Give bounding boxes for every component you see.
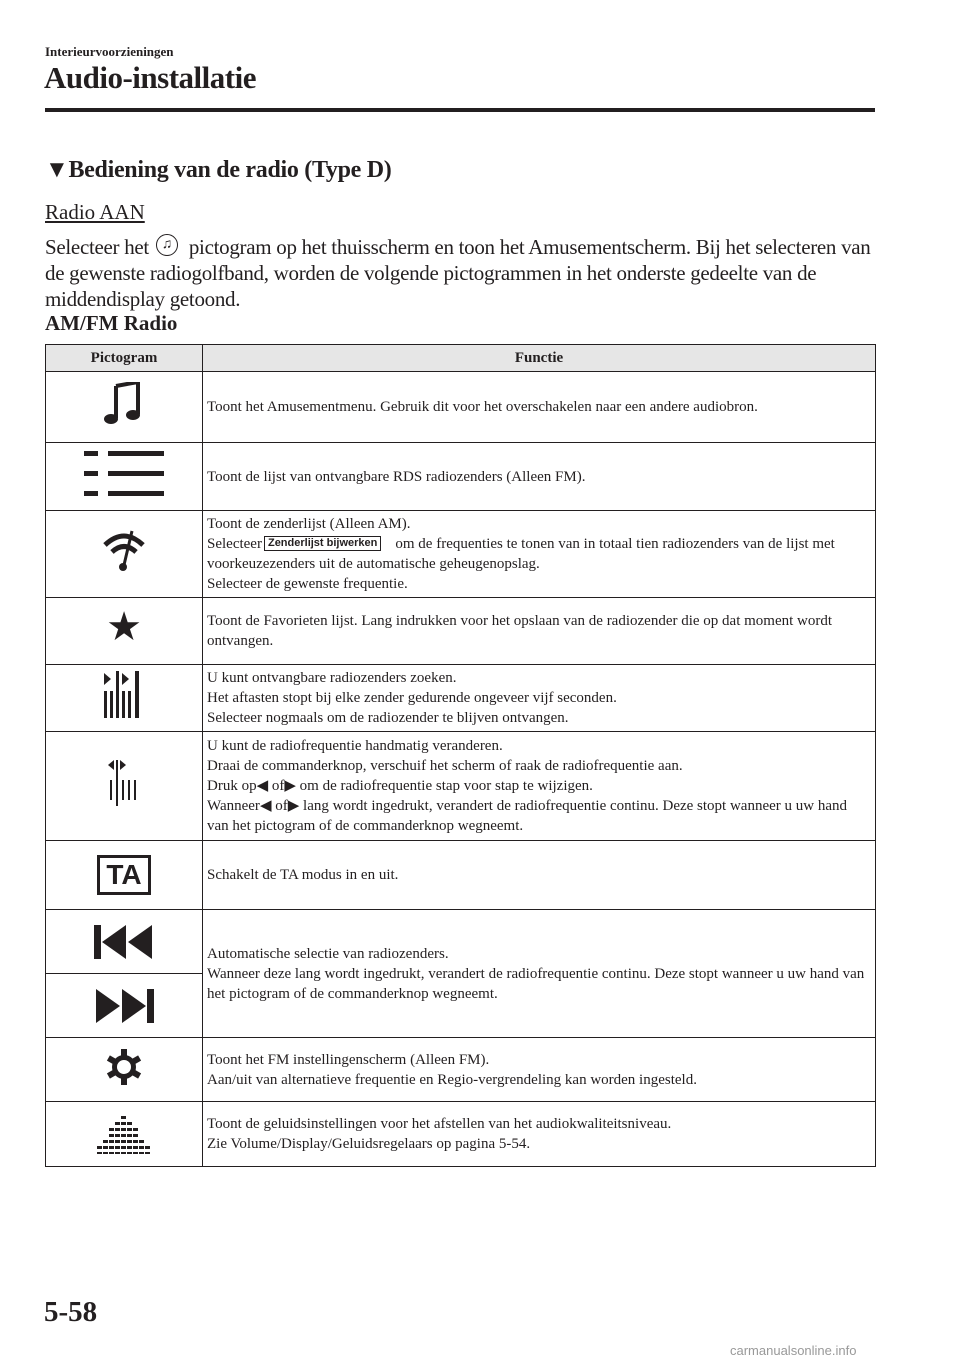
col-pictogram: Pictogram (46, 345, 203, 372)
triangle-down-icon: ▼ (45, 157, 69, 183)
table-row: Toont het Amusementmenu. Gebruik dit voor het overschakelen naar een andere audiobron. (46, 372, 876, 443)
page-number: 5-58 (44, 1296, 98, 1328)
left-arrow-icon: ◀ (259, 798, 272, 814)
table-row: Toont de geluidsinstellingen voor het afstellen van het audiokwaliteitsniveau. Zie Volume/Display/Geluidsregelaars op pagina 5-54. (46, 1102, 876, 1167)
title-rule (45, 108, 875, 112)
gear-icon (105, 1048, 143, 1086)
table-header (46, 345, 876, 372)
next-track-icon (94, 989, 154, 1023)
intro-paragraph: Selecteer het ♫ pictogram op het thuisscherm en toon het Amusementscherm. Bij het selecteren van de gewenste radiogolfband, worden de volgende pictogrammen in het onderste gedeelte van de middendisplay getoond. (45, 235, 871, 311)
section-heading: ▼Bediening van de radio (Type D) (45, 157, 392, 183)
manual-tune-icon (108, 760, 140, 806)
table-row: Automatische selectie van radiozenders. Wanneer deze lang wordt ingedrukt, verandert de radiofrequentie continu. Deze stopt wanneer u uw hand van het pictogram of de commanderknop wegneemt. (46, 910, 876, 1038)
col-functie: Functie (203, 345, 876, 372)
ta-icon: TA (97, 855, 150, 895)
scan-icon (104, 671, 144, 719)
page-title: Audio-installatie (44, 60, 256, 95)
table-row: ★ Toont de Favorieten lijst. Lang indrukken voor het opslaan van de radiozender die op dat moment wordt ontvangen. (46, 598, 876, 665)
table-row: Toont de zenderlijst (Alleen AM). Selecteer Zenderlijst bijwerken om de frequenties te tonen van in totaal tien radiozenders van de lijst met voorkeuzezenders uit de automatische geheugenopslag. Selecteer de gewenste frequentie. (46, 511, 876, 598)
right-arrow-icon: ▶ (284, 778, 296, 794)
list-icon (84, 449, 164, 499)
music-note-icon (104, 382, 144, 426)
table-title: AM/FM Radio (45, 311, 178, 335)
previous-track-icon (94, 925, 154, 959)
table-row: Toont de lijst van ontvangbare RDS radiozenders (Alleen FM). (46, 443, 876, 511)
table-row: TA Schakelt de TA modus in en uit. (46, 841, 876, 910)
watermark: carmanualsonline.info (730, 1343, 857, 1358)
zenderlijst-bijwerken-button[interactable]: Zenderlijst bijwerken (264, 536, 381, 551)
star-icon: ★ (106, 603, 142, 649)
left-arrow-icon: ◀ (256, 778, 269, 794)
table-row: U kunt ontvangbare radiozenders zoeken. Het aftasten stopt bij elke zender gedurende ongeveer vijf seconden. Selecteer nogmaals om de radiozender te blijven ontvangen. (46, 665, 876, 732)
equalizer-icon (97, 1108, 151, 1154)
music-circle-icon: ♫ (156, 234, 178, 256)
subheading: Radio AAN (45, 200, 145, 224)
icon-table (45, 344, 876, 1167)
station-list-icon (102, 529, 146, 573)
table-row: Toont het FM instellingenscherm (Alleen FM). Aan/uit van alternatieve frequentie en Regio-vergrendeling kan worden ingesteld. (46, 1038, 876, 1102)
table-row: U kunt de radiofrequentie handmatig veranderen. Draai de commanderknop, verschuif het scherm of raak de radiofrequentie aan. Druk op◀ of▶ om de radiofrequentie stap voor stap te wijzigen. Wanneer◀ of▶ lang wordt ingedrukt, verandert de radiofrequentie continu. Deze stopt wanneer u uw hand van het pictogram of de commanderknop wegneemt. (46, 732, 876, 841)
section-label: Interieurvoorzieningen (45, 44, 174, 59)
right-arrow-icon: ▶ (287, 798, 300, 814)
